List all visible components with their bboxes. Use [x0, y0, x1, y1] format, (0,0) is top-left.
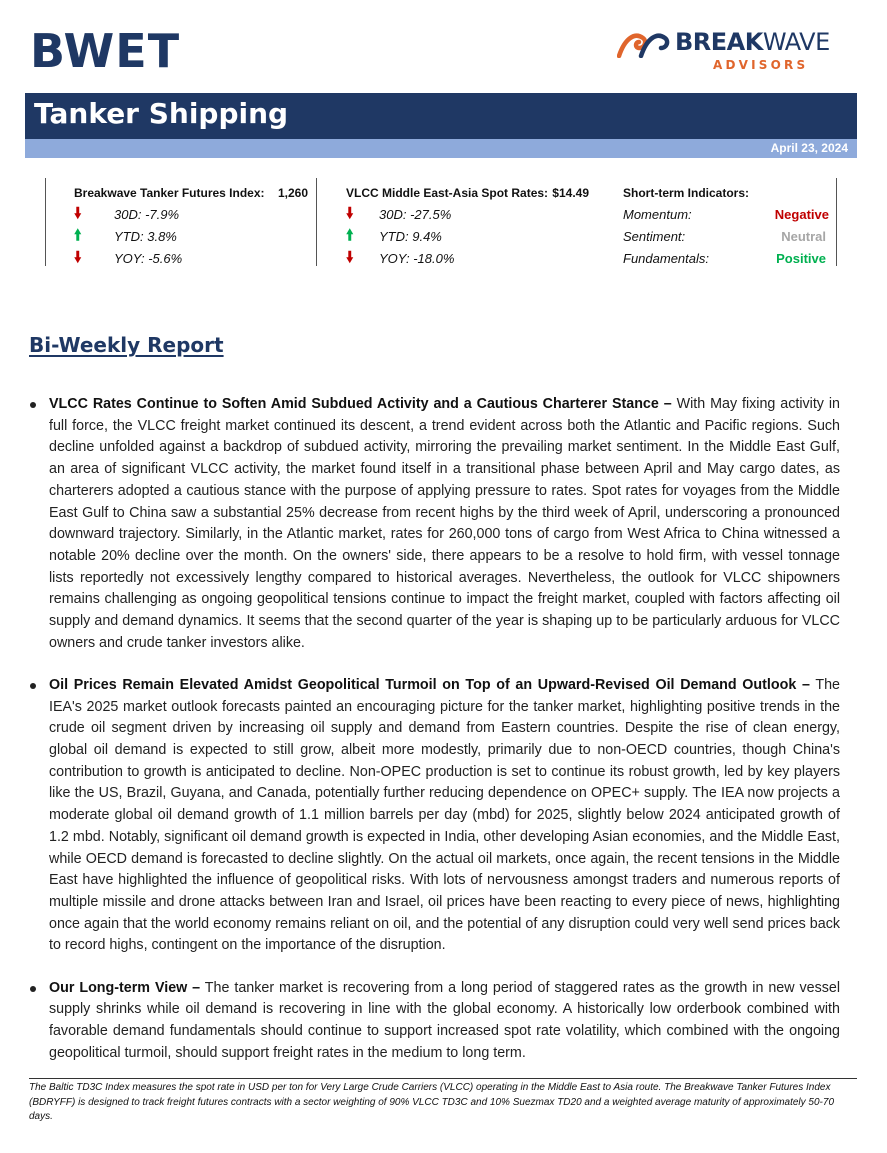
- report-date: April 23, 2024: [770, 141, 848, 155]
- report-bullet: [29, 978, 840, 1065]
- bullet-icon: [30, 986, 36, 992]
- bullet-body: With May fixing activity in full force, the VLCC freight market continued its descent, a trend evident across both the Atlantic and Pacific regions. Such decline unfolded against a backdrop of subdued activity, mirroring the prevailing market sentiment. In the Middle East Gulf, an area of significant VLCC activity, the market found itself in a transitional phase between April and May cargo dates, as charterers adopted a cautious stance with the purpose of applying pressure to rates. Spot rates for voyages from the Middle East Gulf to China saw a substantial 25% decrease from recent highs by the third week of April, underscoring a pronounced downward trajectory. Similarly, in the Atlantic market, rates for 260,000 tons of cargo from West Africa to China witnessed a notable 20% decline over the month. On the owners' side, there appears to be a resolve to hold firm, with vessel tonnage lists reportedly not excessively lengthy compared to historical averages. Nevertheless, the outlook for VLCC shipowners remains challenging as ongoing geopolitical tensions continue to impact the freight market, coupled with factors affecting oil supply and demand dynamics. It seems that the second quarter of the year is shaping up to be particularly arduous for VLCC owners and crude tanker investors alike.: [49, 396, 840, 651]
- bullet-icon: [30, 402, 36, 408]
- bullet-body: The tanker market is recovering from a long period of staggered rates as the growth in new vessel supply shrinks while oil demand is recovering in line with the global economy. A historically low orderbook combined with favorable demand fundamentals should continue to support increased spot rate volatility, which combined with the ongoing geopolitical turmoil, should support freight rates in the medium to long term.: [49, 979, 840, 1061]
- date-band: [25, 139, 857, 158]
- spot-change-row: 🠙 YTD: 9.4%: [346, 227, 442, 244]
- futures-change-row: 🠙 YTD: 3.8%: [74, 227, 177, 244]
- indicator-row: Momentum: Negative: [623, 207, 829, 222]
- bullet-heading: Our Long-term View –: [49, 979, 201, 996]
- bullet-icon: [30, 683, 36, 689]
- futures-change-row: 🠛 YOY: -5.6%: [74, 249, 183, 266]
- arrow-down-icon: 🠛: [74, 249, 82, 266]
- spot-rates-label: VLCC Middle East-Asia Spot Rates:: [346, 186, 549, 200]
- futures-index-value: 1,260: [277, 186, 308, 200]
- indicator-value: Positive: [776, 251, 826, 266]
- spot-rates-value: $14.49: [552, 186, 589, 200]
- indicator-value: Neutral: [781, 229, 826, 244]
- futures-change-row: 🠛 30D: -7.9%: [74, 205, 180, 222]
- page-title: Tanker Shipping: [34, 97, 289, 130]
- spot-change-row: 🠛 30D: -27.5%: [346, 205, 452, 222]
- indicator-row: Fundamentals: Positive: [623, 251, 826, 266]
- arrow-up-icon: 🠙: [346, 227, 354, 244]
- arrow-down-icon: 🠛: [346, 205, 354, 222]
- spot-rates-panel: [346, 178, 589, 266]
- futures-index-panel: [74, 178, 308, 266]
- wave-logo-icon: [617, 30, 671, 58]
- futures-index-label: Breakwave Tanker Futures Index:: [74, 186, 265, 200]
- bullet-body: The IEA's 2025 market outlook forecasts painted an encouraging picture for the tanker market, highlighting positive trends in the crude oil segment driven by increasing oil supply and demand from Eastern countries. Despite the rise of clean energy, global oil demand is expected to still grow, albeit more modestly, primarily due to non-OECD countries, though China's contribution to growth is anticipated to decline. Non-OPEC production is set to continue its robust growth, led by key players like the US, Brazil, Guyana, and Canada, potentially further reducing dependence on OPEC+ supply. The IEA now projects a moderate global oil demand growth of 1.1 million barrels per day (mbd) for 2025, slightly below 2024 anticipated growth of 1.2 mbd. Notably, significant oil demand growth is expected in India, other developing Asian economies, and the Middle East, while OECD demand is forecasted to decline slightly. On the actual oil markets, once again, the recent tensions in the Middle East have highlighted the influence of geopolitical risks. With lots of nervousness amongst traders and numerous reports of multiple missile and drone attacks between Iran and Israel, oil prices have been reacting to every piece of news, highlighting once again that the world economy remains reliant on oil, and the potential of any disruption could very well send prices back to record highs, contingent on the importance of the disruption.: [49, 676, 840, 954]
- bullet-heading: Oil Prices Remain Elevated Amidst Geopolitical Turmoil on Top of an Upward-Revised Oil Demand Outlook –: [49, 676, 810, 693]
- footnote-divider: [29, 1078, 857, 1079]
- title-banner: [25, 93, 857, 139]
- breakwave-logo: [617, 28, 847, 74]
- panel-divider: [45, 178, 46, 266]
- indicator-row: Sentiment: Neutral: [623, 229, 826, 244]
- logo-brand: BREAKWAVE: [675, 28, 830, 56]
- arrow-down-icon: 🠛: [346, 249, 354, 266]
- bullet-heading: VLCC Rates Continue to Soften Amid Subdued Activity and a Cautious Charterer Stance –: [49, 396, 672, 412]
- footnote: The Baltic TD3C Index measures the spot rate in USD per ton for Very Large Crude Carriers (VLCC) operating in the Middle East to Asia route. The Breakwave Tanker Futures Index (BDRYFF) is designed to track freight futures contracts with a sector weighting of 90% VLCC TD3C and 10% Suezmax TD20 and a weighted average maturity of approximately 50-70 days.: [29, 1082, 835, 1122]
- report-bullets: [29, 394, 840, 1085]
- panel-divider: [836, 178, 837, 266]
- ticker-symbol: BWET: [30, 24, 181, 78]
- logo-subtitle: ADVISORS: [713, 58, 809, 72]
- section-title: Bi-Weekly Report: [29, 333, 224, 357]
- panel-divider: [316, 178, 317, 266]
- arrow-down-icon: 🠛: [74, 205, 82, 222]
- indicators-panel: [623, 178, 829, 266]
- report-bullet: [29, 675, 840, 957]
- spot-change-row: 🠛 YOY: -18.0%: [346, 249, 455, 266]
- report-bullet: [29, 394, 840, 654]
- arrow-up-icon: 🠙: [74, 227, 82, 244]
- indicators-label: Short-term Indicators:: [623, 186, 750, 200]
- indicator-value: Negative: [774, 207, 829, 222]
